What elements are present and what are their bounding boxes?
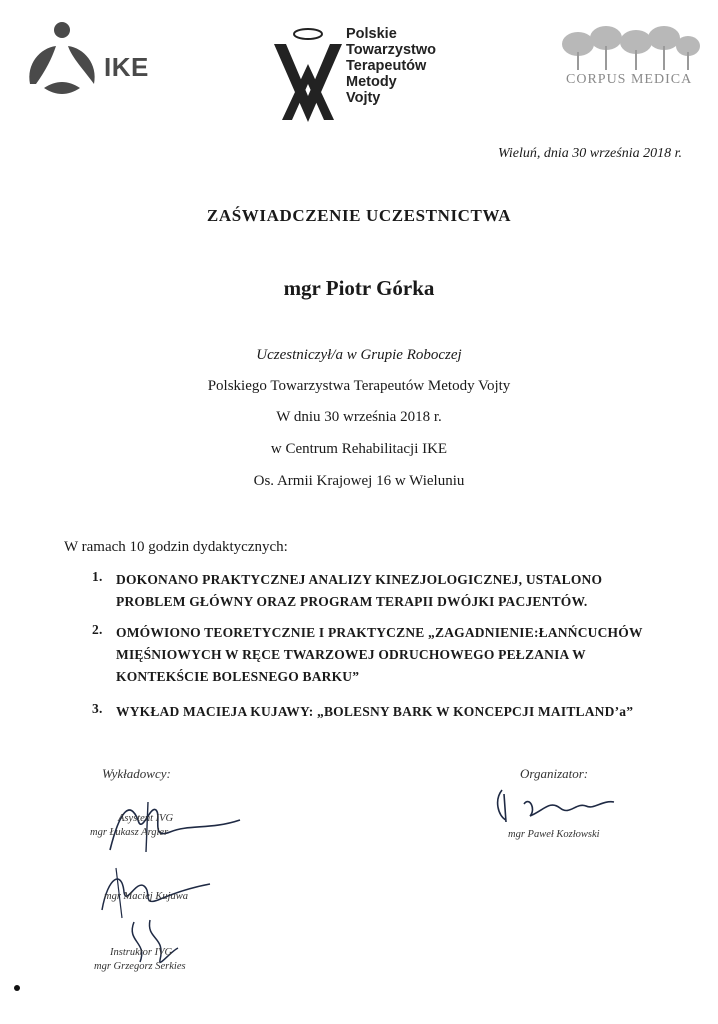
ike-logo-text: IKE: [104, 52, 149, 82]
trees-icon: [548, 20, 708, 76]
venue-line: w Centrum Rehabilitacji IKE: [270, 441, 448, 457]
signatory-role: Asystent IVG: [118, 813, 174, 824]
organizer-label: Organizator:: [520, 766, 589, 781]
list-item-text: OMÓWIONO TEORETYCZNIE I PRAKTYCZNE „ZAGADNIENIE:ŁANŃCUCHÓW MIĘŚNIOWYCH W RĘCE TWARZOWEJ ODRUCHOWEGO PEŁZANIA W KONTEKŚCIE BOLESNEGO BARKU”: [116, 625, 643, 684]
list-item: [92, 622, 652, 688]
signatory-name: mgr Łukasz Argier: [90, 827, 169, 838]
organizer-name: mgr Paweł Kozłowski: [508, 829, 600, 840]
vojta-society-logo: [268, 24, 528, 134]
list-item: [92, 701, 652, 723]
signatory-block: [104, 890, 188, 904]
address-line: Os. Armii Krajowej 16 w Wieluniu: [253, 473, 465, 489]
hours-intro: W ramach 10 godzin dydaktycznych:: [64, 539, 288, 555]
list-item-number: 1.: [92, 569, 103, 584]
vojta-line: Towarzystwo: [346, 42, 436, 58]
document-title: ZAŚWIADCZENIE UCZESTNICTWA: [206, 206, 512, 225]
list-item-number: 2.: [92, 622, 103, 637]
organizer-block: [508, 828, 600, 842]
vojta-logo-text: [346, 26, 436, 106]
vojta-line: Polskie: [346, 26, 397, 42]
list-item: [92, 569, 652, 613]
signatory-name: mgr Grzegorz Serkies: [94, 961, 186, 972]
list-item-text: DOKONANO PRAKTYCZNEJ ANALIZY KINEZJOLOGICZNEJ, USTALONO PROBLEM GŁÓWNY ORAZ PROGRAM TERAPII DWÓJKI PACJENTÓW.: [116, 572, 603, 609]
vojta-line: Metody: [346, 74, 397, 90]
vojta-emblem-icon: [268, 24, 348, 134]
vojta-line: Vojty: [346, 90, 381, 106]
signatory-name: mgr Maciej Kujawa: [104, 891, 188, 902]
signatory-block: [90, 812, 173, 840]
vojta-line: Terapeutów: [346, 58, 427, 74]
list-item-number: 3.: [92, 701, 103, 716]
recipient-name: mgr Piotr Górka: [283, 276, 435, 300]
ike-emblem-icon: [22, 14, 102, 104]
signatory-block: [94, 946, 186, 974]
participation-line: Uczestniczył/a w Grupie Roboczej: [256, 347, 462, 363]
scan-dot: [14, 985, 20, 991]
signatory-role: Instruktor IVG: [110, 947, 173, 958]
signature-kozlowski: [490, 780, 630, 830]
corpus-medica-text: CORPUS MEDICA: [566, 72, 693, 87]
corpus-medica-logo: [548, 20, 708, 100]
ike-logo: [22, 14, 172, 104]
date-line: W dniu 30 września 2018 r.: [276, 409, 442, 425]
organization-line: Polskiego Towarzystwa Terapeutów Metody Vojty: [207, 378, 511, 394]
list-item-text: WYKŁAD MACIEJA KUJAWY: „BOLESNY BARK W KONCEPCJI MAITLAND’a”: [116, 704, 634, 719]
place-date: Wieluń, dnia 30 września 2018 r.: [498, 146, 682, 161]
lecturers-label: Wykładowcy:: [102, 766, 171, 781]
